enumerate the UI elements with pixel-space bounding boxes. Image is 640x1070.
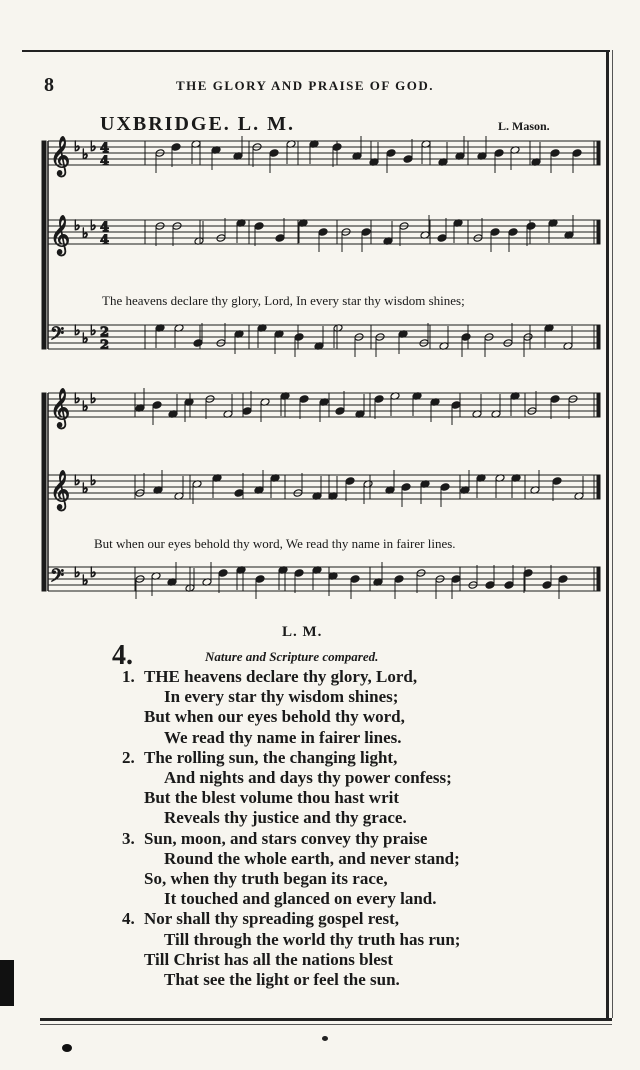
- notehead: [558, 575, 568, 584]
- flat-icon: ♭: [74, 391, 81, 407]
- page-frame-bottom-inner: [40, 1024, 612, 1025]
- verse-line: Reveals thy justice and thy grace.: [164, 808, 407, 828]
- time-signature: 4: [100, 233, 110, 248]
- notehead: [403, 155, 413, 164]
- hymn-number: 4.: [112, 640, 133, 671]
- verse-line: So, when thy truth began its race,: [144, 869, 388, 889]
- flat-icon: ♭: [90, 565, 97, 581]
- verse-line-text: Sun, moon, and stars convey thy praise: [144, 828, 428, 848]
- treble-clef-icon: 𝄞: [50, 388, 71, 428]
- notehead: [152, 401, 162, 410]
- verse-line: And nights and days thy power confess;: [164, 768, 452, 788]
- ink-spot: [322, 1036, 328, 1041]
- flat-icon: ♭: [74, 473, 81, 489]
- notehead: [401, 483, 411, 492]
- verse-line: We read thy name in fairer lines.: [164, 727, 402, 747]
- final-barline: [597, 393, 600, 417]
- notehead: [318, 228, 328, 237]
- notehead: [332, 143, 342, 152]
- verse-number: 2.: [122, 747, 135, 767]
- notehead: [394, 575, 404, 584]
- notehead: [550, 149, 560, 158]
- notehead: [437, 234, 447, 243]
- verse: [122, 829, 582, 910]
- verse-number: 3.: [122, 828, 135, 848]
- notehead: [552, 477, 562, 486]
- flat-icon: ♭: [82, 147, 89, 163]
- notehead: [218, 569, 228, 578]
- verse-line: [122, 829, 582, 849]
- verse-line: Till through the world thy truth has run;: [164, 929, 461, 949]
- time-signature: 4: [100, 154, 110, 169]
- notehead: [254, 222, 264, 231]
- flat-icon: ♭: [82, 399, 89, 415]
- verse-number: 1.: [122, 667, 135, 686]
- verse-line: [122, 667, 582, 687]
- notehead: [526, 222, 536, 231]
- page-number: 8: [44, 74, 54, 96]
- verse-number: 4.: [122, 909, 135, 929]
- notehead: [490, 228, 500, 237]
- flat-icon: ♭: [82, 226, 89, 242]
- verse-line: [122, 748, 582, 768]
- verse-line: Till Christ has all the nations blest: [144, 949, 394, 969]
- flat-icon: ♭: [90, 139, 97, 155]
- final-barline: [597, 141, 600, 165]
- hymn-meter: L. M.: [282, 624, 323, 640]
- notehead: [171, 143, 181, 152]
- notehead: [386, 149, 396, 158]
- tune-name: UXBRIDGE. L. M.: [100, 113, 296, 135]
- notehead: [572, 149, 582, 158]
- notehead: [275, 234, 285, 243]
- notehead: [269, 149, 279, 158]
- notehead: [335, 407, 345, 416]
- verse-line: But when our eyes behold thy word,: [144, 707, 405, 727]
- notehead: [350, 575, 360, 584]
- verse-line: In every star thy wisdom shines;: [164, 687, 399, 707]
- verse-line-text: The rolling sun, the changing light,: [144, 747, 398, 767]
- verse-line: But the blest volume thou hast writ: [144, 788, 400, 808]
- flat-icon: ♭: [74, 139, 81, 155]
- verse: [122, 667, 582, 748]
- flat-icon: ♭: [74, 565, 81, 581]
- verse-line-text: Nor shall thy spreading gospel rest,: [144, 909, 400, 929]
- flat-icon: ♭: [74, 323, 81, 339]
- verse: [122, 748, 582, 829]
- notehead: [345, 477, 355, 486]
- flat-icon: ♭: [82, 481, 89, 497]
- notehead: [508, 228, 518, 237]
- notehead: [361, 228, 371, 237]
- verse-line: That see the light or feel the sun.: [164, 970, 400, 990]
- time-signature: 4: [100, 141, 110, 156]
- flat-icon: ♭: [90, 218, 97, 234]
- notehead: [504, 581, 514, 590]
- notehead: [299, 395, 309, 404]
- notehead: [242, 407, 252, 416]
- treble-clef-icon: 𝄞: [50, 136, 71, 176]
- time-signature: 2: [100, 325, 110, 340]
- final-barline: [597, 567, 600, 591]
- notehead: [494, 149, 504, 158]
- verse-line: Round the whole earth, and never stand;: [164, 848, 460, 868]
- final-barline: [597, 475, 600, 499]
- flat-icon: ♭: [82, 573, 89, 589]
- verse-line: [122, 909, 582, 929]
- flat-icon: ♭: [90, 391, 97, 407]
- notehead: [485, 581, 495, 590]
- composer: L. Mason.: [498, 119, 550, 133]
- bass-clef-icon: 𝄢: [50, 566, 65, 591]
- notehead: [451, 575, 461, 584]
- notehead: [294, 333, 304, 342]
- notehead: [550, 395, 560, 404]
- hymn-title: Nature and Scripture compared.: [205, 649, 379, 664]
- flat-icon: ♭: [90, 323, 97, 339]
- verse: [122, 909, 582, 990]
- notehead: [542, 581, 552, 590]
- verse-line-text: THE heavens declare thy glory, Lord,: [144, 667, 418, 686]
- notehead: [294, 569, 304, 578]
- notehead: [193, 339, 203, 348]
- running-head: THE GLORY AND PRAISE OF GOD.: [176, 78, 434, 93]
- notehead: [461, 333, 471, 342]
- final-barline: [597, 325, 600, 349]
- time-signature: 2: [100, 338, 110, 353]
- bass-clef-icon: 𝄢: [50, 324, 65, 349]
- final-barline: [597, 220, 600, 244]
- ink-spot: [62, 1044, 72, 1052]
- time-signature: 4: [100, 220, 110, 235]
- treble-clef-icon: 𝄞: [50, 215, 71, 255]
- binding-shadow: [0, 960, 14, 1006]
- system-bracket: [42, 141, 46, 349]
- flat-icon: ♭: [90, 473, 97, 489]
- page-frame-bottom: [40, 1018, 612, 1021]
- flat-icon: ♭: [74, 218, 81, 234]
- system-bracket: [42, 393, 46, 591]
- notehead: [234, 489, 244, 498]
- treble-clef-icon: 𝄞: [50, 470, 71, 510]
- hymn-verses: [122, 667, 582, 990]
- notehead: [440, 483, 450, 492]
- verse-line: It touched and glanced on every land.: [164, 889, 437, 909]
- flat-icon: ♭: [82, 331, 89, 347]
- score-lyric-line: The heavens declare thy glory, Lord, In every star thy wisdom shines;: [102, 293, 465, 308]
- score-lyric-line: But when our eyes behold thy word, We read thy name in fairer lines.: [94, 536, 456, 551]
- notehead: [255, 575, 265, 584]
- notehead: [374, 395, 384, 404]
- notehead: [451, 401, 461, 410]
